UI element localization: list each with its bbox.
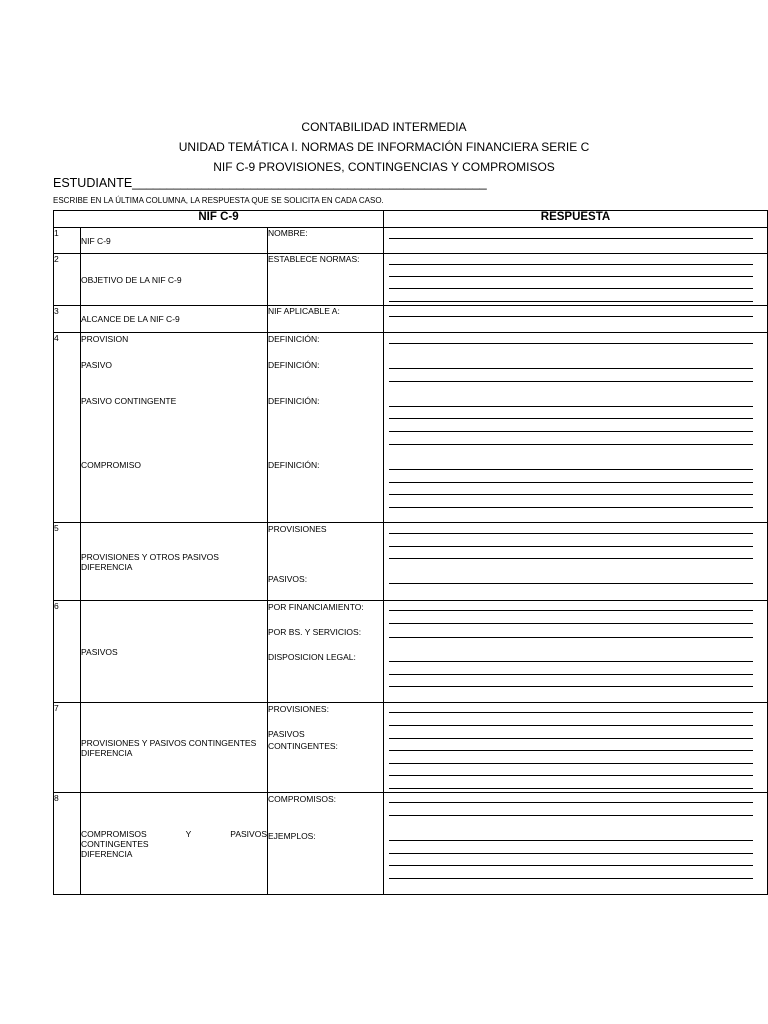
row-field-group: [268, 333, 384, 523]
table-row: [54, 601, 768, 703]
row-field-label: EJEMPLOS:: [268, 831, 316, 841]
answer-area[interactable]: [384, 523, 768, 601]
table-header-row: [54, 211, 768, 228]
topic-line: COMPROMISOS Y PASIVOS: [81, 828, 267, 839]
row-field-label: COMPROMISOS:: [268, 794, 337, 804]
table-row: [54, 523, 768, 601]
topic-line: PROVISIONES Y OTROS PASIVOS: [81, 551, 219, 562]
row-field-label: DISPOSICION LEGAL:: [268, 652, 356, 662]
row-field-label: PROVISIONES:: [268, 704, 329, 714]
row-topic: PASIVOS: [81, 601, 268, 703]
table-row: [54, 254, 768, 306]
row-field-label: DEFINICIÓN:: [268, 334, 320, 344]
topic-provision: PROVISION: [81, 334, 129, 344]
row-topic: NIF C-9: [81, 228, 268, 254]
row-field-label: DEFINICIÓN:: [268, 396, 320, 406]
row-topic: [81, 703, 268, 793]
table-row: [54, 703, 768, 793]
row-field-label: CONTINGENTES:: [268, 741, 338, 751]
row-field-label: PASIVOS: [268, 729, 305, 739]
row-number: 4: [54, 333, 81, 523]
topic-pasivo: PASIVO: [81, 360, 113, 370]
document-subtitle: NIF C-9 PROVISIONES, CONTINGENCIAS Y COMPROMISOS: [213, 160, 555, 174]
topic-pasivo-contingente: PASIVO CONTINGENTE: [81, 396, 177, 406]
row-field-group: [268, 793, 384, 895]
row-field-label: ESTABLECE NORMAS:: [268, 254, 384, 306]
row-field-label: NIF APLICABLE A:: [268, 306, 384, 333]
answer-area[interactable]: [384, 703, 768, 793]
table-row: [54, 793, 768, 895]
row-field-label: PROVISIONES: [268, 524, 327, 534]
row-number: 7: [54, 703, 81, 793]
row-field-label: POR FINANCIAMIENTO:: [268, 602, 364, 612]
answer-area[interactable]: [384, 228, 768, 254]
answer-area[interactable]: [384, 333, 768, 523]
row-field-group: [268, 601, 384, 703]
row-number: 2: [54, 254, 81, 306]
column-header-respuesta: RESPUESTA: [384, 211, 768, 228]
row-number: 8: [54, 793, 81, 895]
answer-area[interactable]: [384, 601, 768, 703]
student-name-field[interactable]: ESTUDIANTE___________________________________________________: [53, 176, 487, 190]
questionnaire-table: [53, 210, 768, 895]
row-topic: OBJETIVO DE LA NIF C-9: [81, 254, 268, 306]
row-field-group: [268, 523, 384, 601]
table-row: [54, 228, 768, 254]
row-field-label: POR BS. Y SERVICIOS:: [268, 627, 362, 637]
row-topic: ALCANCE DE LA NIF C-9: [81, 306, 268, 333]
topic-line: DIFERENCIA: [81, 561, 133, 572]
row-field-label: NOMBRE:: [268, 228, 384, 254]
row-topic: [81, 523, 268, 601]
row-topic: [81, 793, 268, 895]
row-topic-group: [81, 333, 268, 523]
row-number: 5: [54, 523, 81, 601]
answer-area[interactable]: [384, 306, 768, 333]
row-number: 1: [54, 228, 81, 254]
topic-line: PROVISIONES Y PASIVOS CONTINGENTES: [81, 737, 257, 748]
row-field-label: DEFINICIÓN:: [268, 460, 320, 470]
instructions: ESCRIBE EN LA ÚLTIMA COLUMNA, LA RESPUESTA QUE SE SOLICITA EN CADA CASO.: [53, 196, 384, 205]
column-header-nif: NIF C-9: [54, 211, 384, 228]
answer-area[interactable]: [384, 254, 768, 306]
table-row: [54, 306, 768, 333]
row-field-group: [268, 703, 384, 793]
row-number: 6: [54, 601, 81, 703]
topic-line: DIFERENCIA: [81, 747, 133, 758]
answer-area[interactable]: [384, 793, 768, 895]
topic-line: CONTINGENTES: [81, 838, 149, 849]
row-number: 3: [54, 306, 81, 333]
row-field-label: PASIVOS:: [268, 574, 308, 584]
table-row: [54, 333, 768, 523]
topic-line: DIFERENCIA: [81, 848, 133, 859]
course-title: CONTABILIDAD INTERMEDIA: [301, 120, 467, 134]
row-field-label: DEFINICIÓN:: [268, 360, 320, 370]
topic-compromiso: COMPROMISO: [81, 460, 141, 470]
unit-title: UNIDAD TEMÁTICA I. NORMAS DE INFORMACIÓN FINANCIERA SERIE C: [178, 140, 590, 154]
